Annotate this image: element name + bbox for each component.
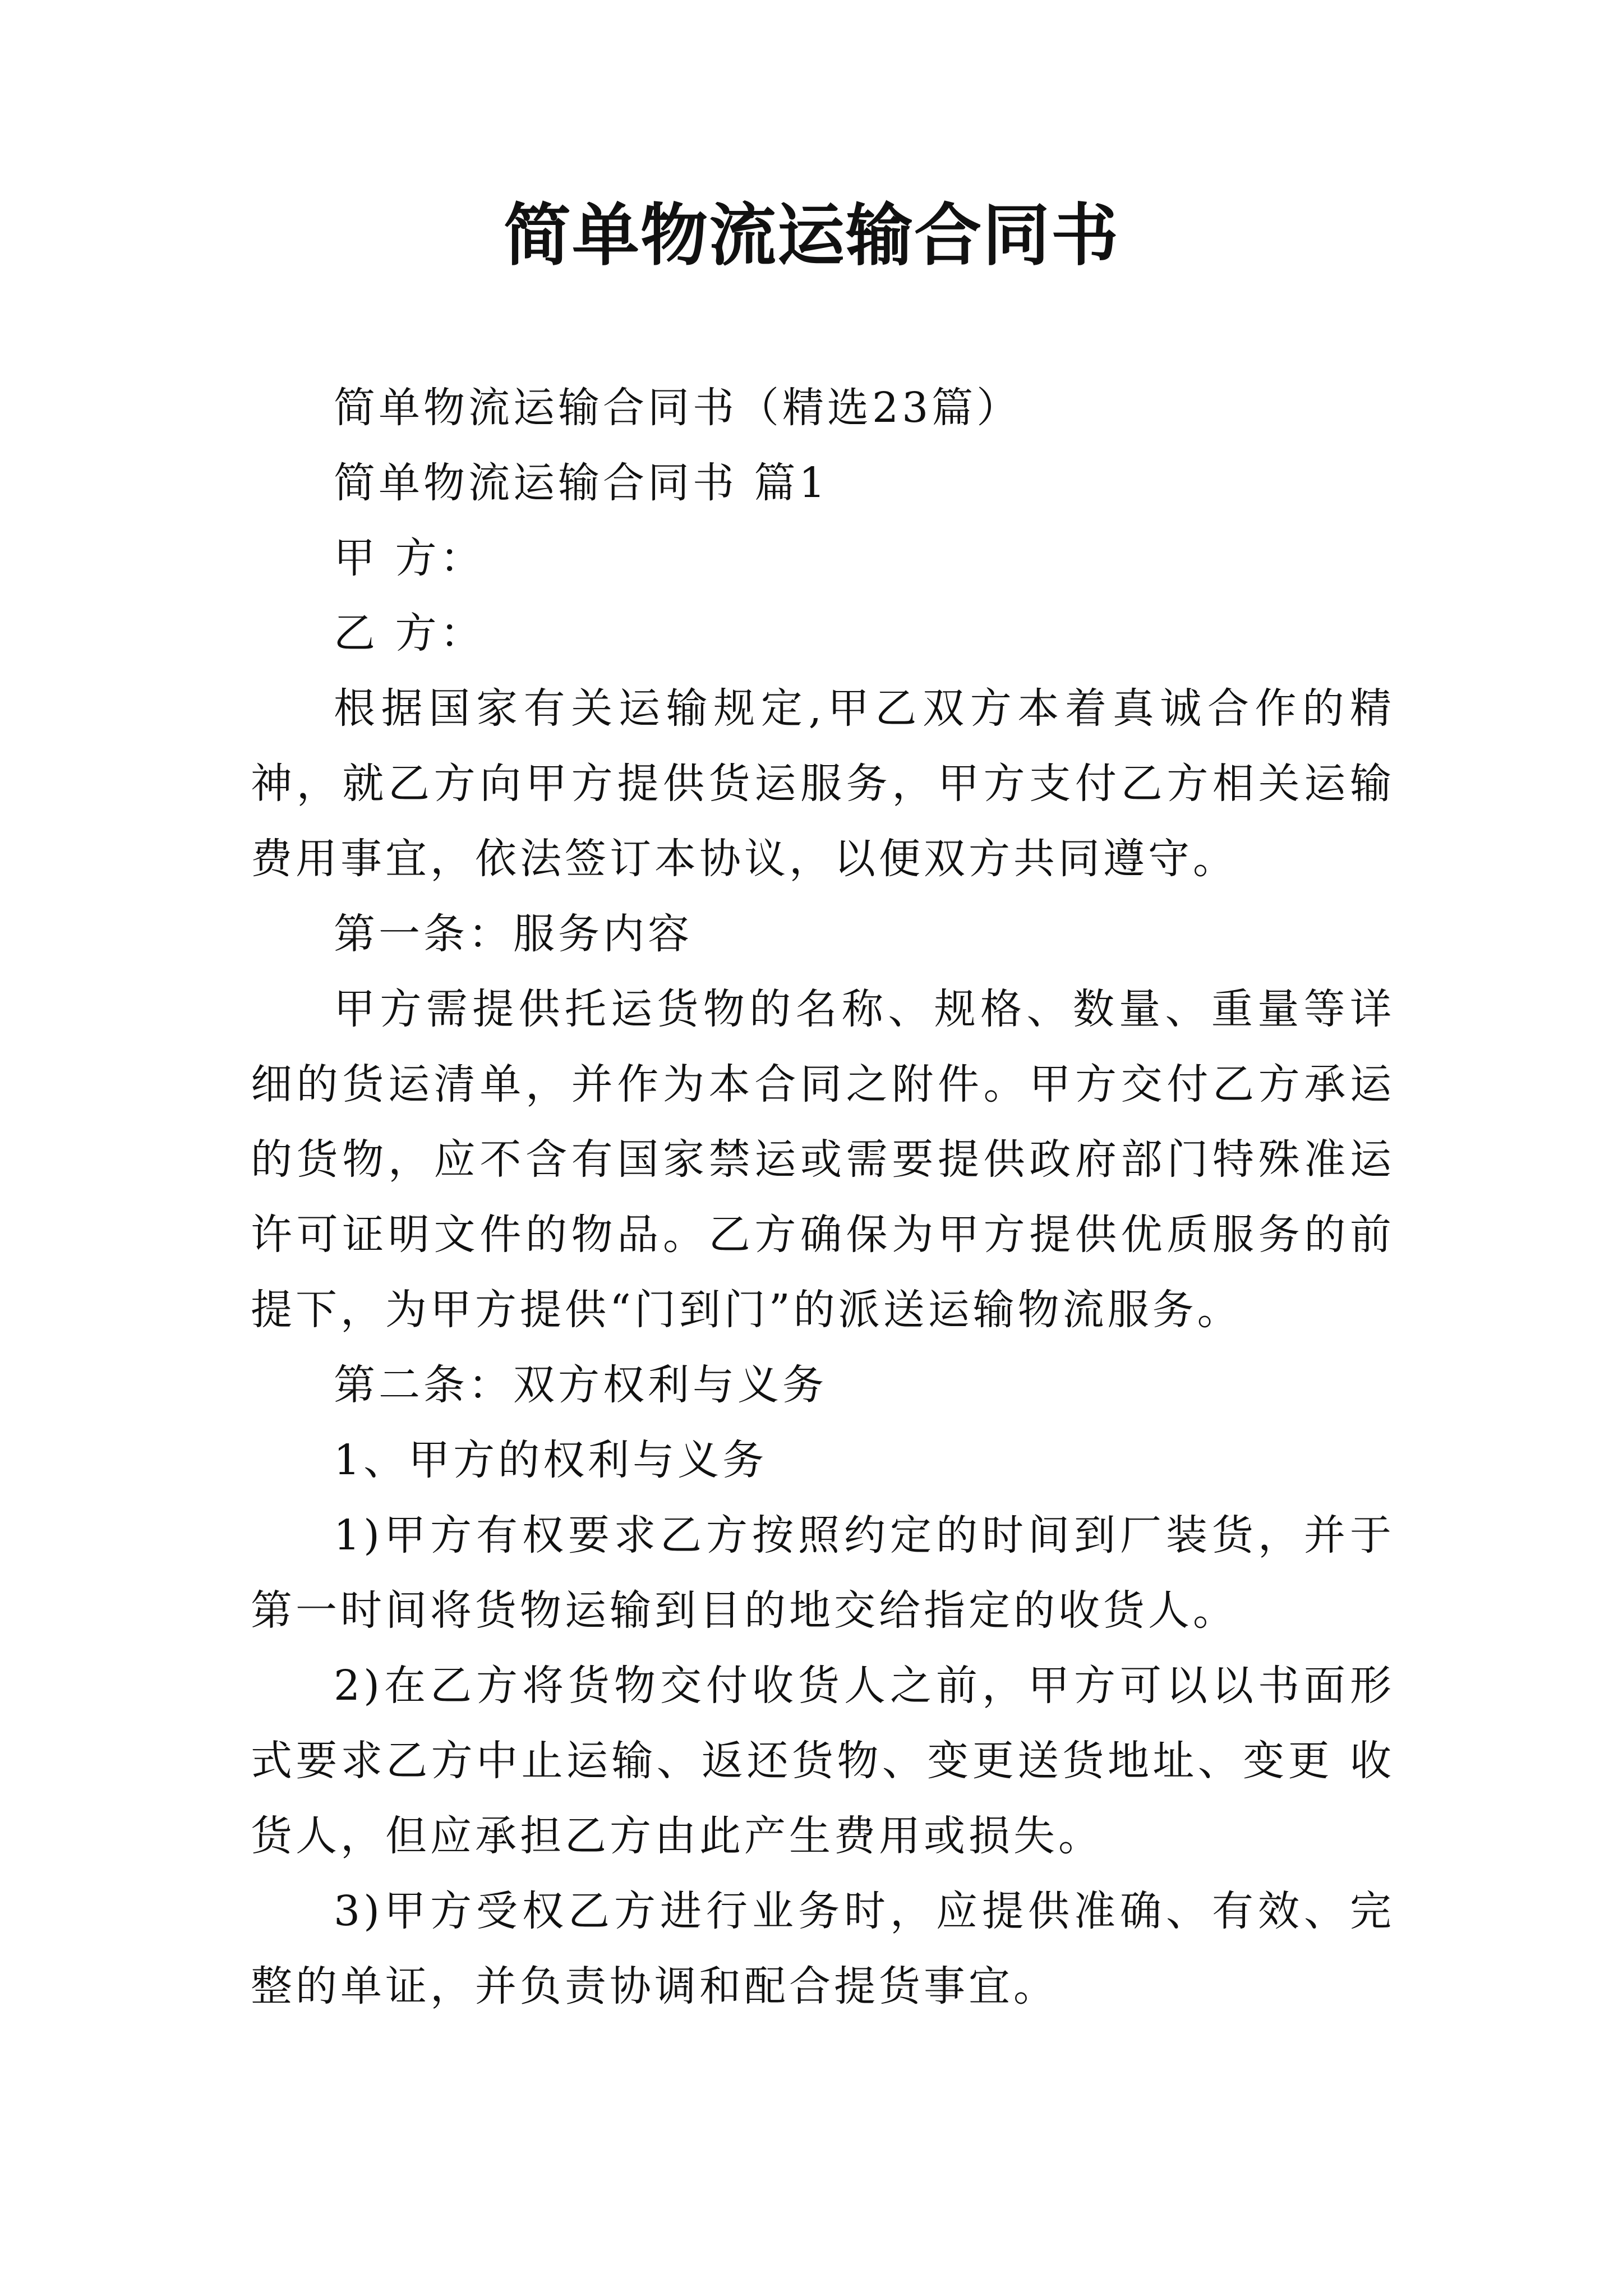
paragraph-section-heading: 简单物流运输合同书 篇1: [334, 459, 829, 507]
paragraph-subtitle: 简单物流运输合同书（精选23篇）: [334, 384, 1022, 432]
document-title: 简单物流运输合同书: [504, 196, 1119, 275]
paragraph-preamble: 根据国家有关运输规定,甲乙双方本着真诚合作的精神，就乙方向甲方提供货运服务，甲方支付乙方相关运输费用事宜，依法签订本协议，以便双方共同遵守。: [251, 684, 1395, 883]
paragraph-party-a-rights-heading: 1、甲方的权利与义务: [334, 1436, 768, 1484]
paragraph-clause-1: 1)甲方有权要求乙方按照约定的时间到厂装货，并于第一时间将货物运输到目的地交给指定的收货人。: [251, 1511, 1395, 1635]
paragraph-party-a: 甲 方：: [334, 534, 485, 582]
paragraph-article-1-heading: 第一条：服务内容: [334, 910, 693, 958]
paragraph-clause-2: 2)在乙方将货物交付收货人之前，甲方可以以书面形式要求乙方中止运输、返还货物、变更送货地址、变更 收货人，但应承担乙方由此产生费用或损失。: [251, 1662, 1395, 1860]
paragraph-article-1-body: 甲方需提供托运货物的名称、规格、数量、重量等详细的货运清单，并作为本合同之附件。甲方交付乙方承运的货物，应不含有国家禁运或需要提供政府部门特殊准运许可证明文件的物品。乙方确保为甲方提供优质服务的前提下，为甲方提供“门到门”的派送运输物流服务。: [251, 985, 1395, 1334]
paragraph-article-2-heading: 第二条：双方权利与义务: [334, 1361, 827, 1409]
paragraph-party-b: 乙 方：: [334, 609, 485, 657]
paragraph-clause-3: 3)甲方受权乙方进行业务时，应提供准确、有效、完整的单证，并负责协调和配合提货事宜。: [251, 1887, 1395, 2010]
document-body: [251, 370, 1395, 2024]
